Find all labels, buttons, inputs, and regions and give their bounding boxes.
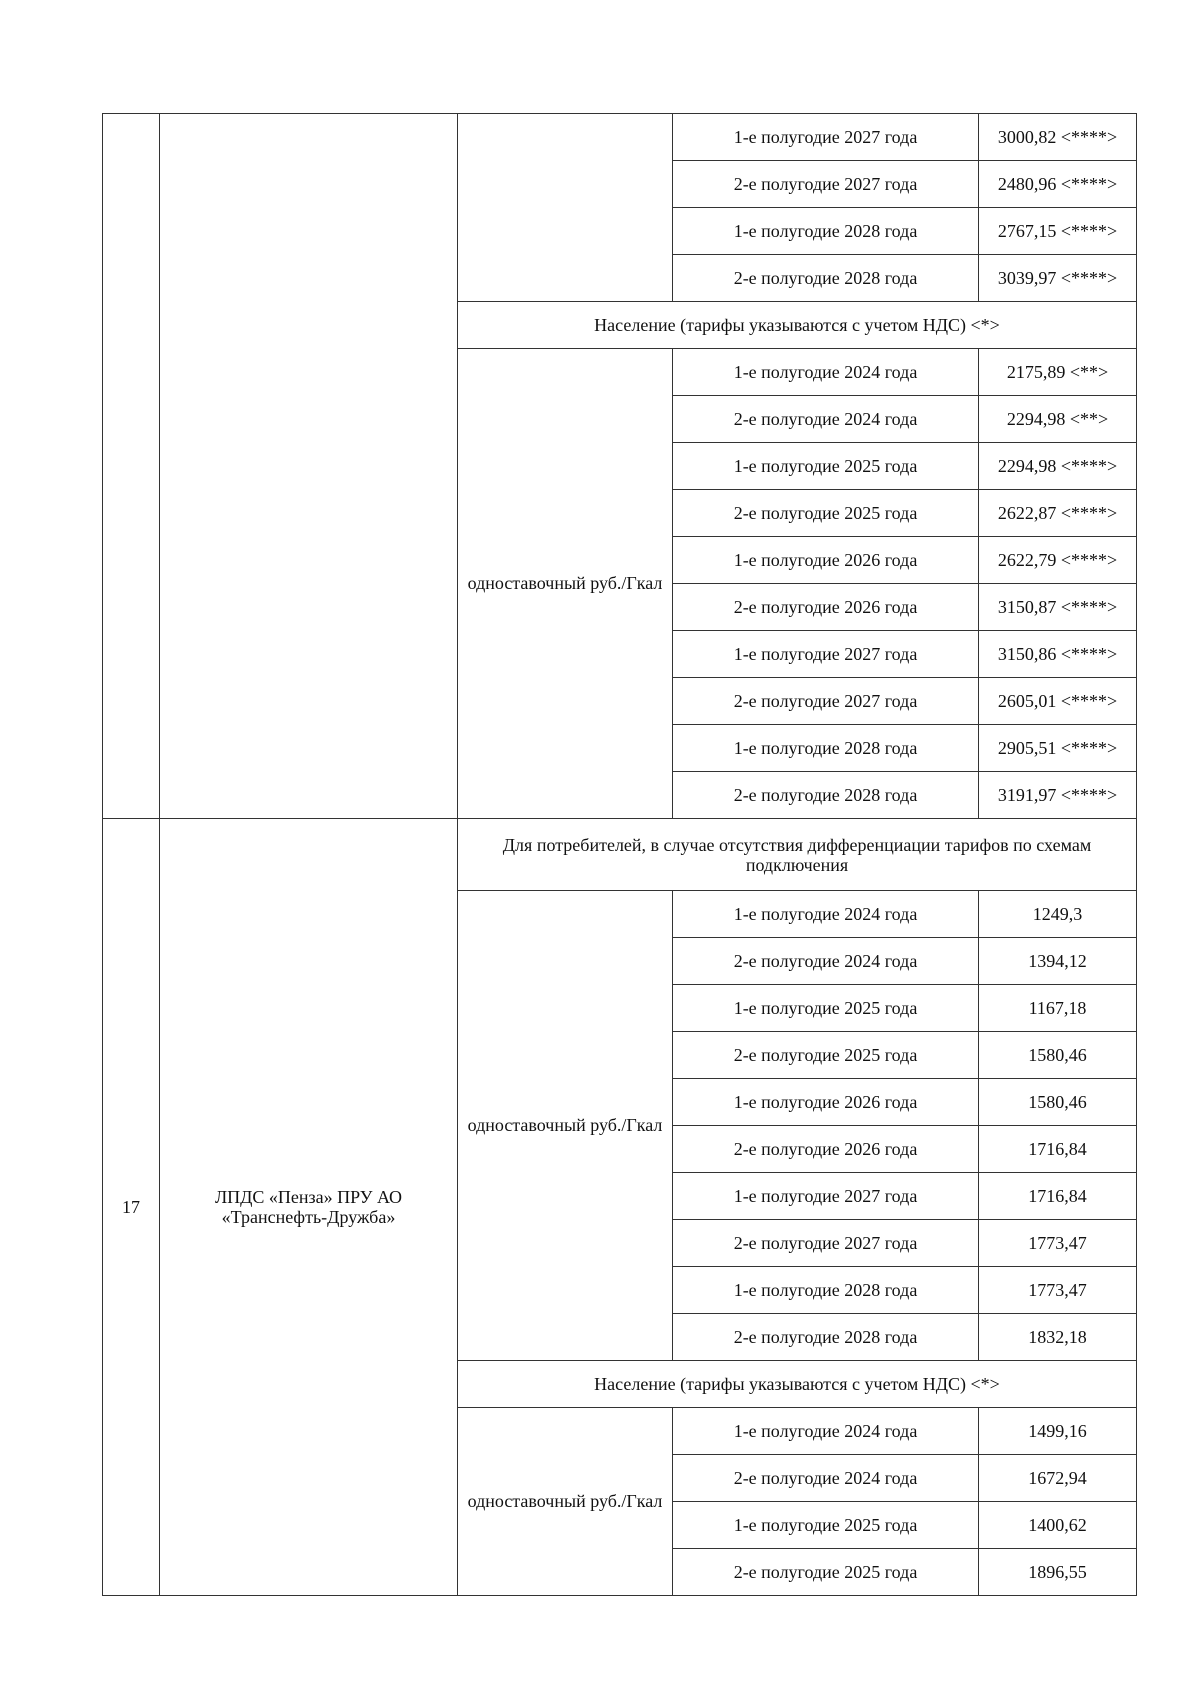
period-cell: 1-е полугодие 2026 года: [673, 1079, 979, 1126]
value-cell: 1394,12: [979, 938, 1137, 985]
value-cell: 3150,87 <****>: [979, 584, 1137, 631]
section-header: Для потребителей, в случае отсутствия дифференциации тарифов по схемам подключения: [458, 819, 1137, 891]
period-cell: 1-е полугодие 2028 года: [673, 208, 979, 255]
section-header: Население (тарифы указываются с учетом НДС) <*>: [458, 302, 1137, 349]
period-cell: 2-е полугодие 2028 года: [673, 1314, 979, 1361]
value-cell: 1249,3: [979, 891, 1137, 938]
value-cell: 2622,87 <****>: [979, 490, 1137, 537]
value-cell: 2622,79 <****>: [979, 537, 1137, 584]
period-cell: 2-е полугодие 2025 года: [673, 1549, 979, 1596]
period-cell: 2-е полугодие 2025 года: [673, 490, 979, 537]
value-cell: 1896,55: [979, 1549, 1137, 1596]
rate-type-cell: одноставочный руб./Гкал: [458, 891, 673, 1361]
period-cell: 1-е полугодие 2024 года: [673, 349, 979, 396]
value-cell: 3039,97 <****>: [979, 255, 1137, 302]
period-cell: 2-е полугодие 2028 года: [673, 772, 979, 819]
period-cell: 1-е полугодие 2027 года: [673, 114, 979, 161]
period-cell: 2-е полугодие 2024 года: [673, 938, 979, 985]
value-cell: 3000,82 <****>: [979, 114, 1137, 161]
tariff-table: [102, 113, 1137, 1596]
value-cell: 1832,18: [979, 1314, 1137, 1361]
value-cell: 1716,84: [979, 1126, 1137, 1173]
organization-cell: ЛПДС «Пенза» ПРУ АО «Транснефть-Дружба»: [160, 819, 458, 1596]
row-number-cell: [103, 114, 160, 819]
period-cell: 2-е полугодие 2027 года: [673, 1220, 979, 1267]
value-cell: 1499,16: [979, 1408, 1137, 1455]
period-cell: 2-е полугодие 2024 года: [673, 1455, 979, 1502]
value-cell: 1400,62: [979, 1502, 1137, 1549]
table-row: [103, 114, 1137, 161]
period-cell: 2-е полугодие 2026 года: [673, 584, 979, 631]
row-number-cell: 17: [103, 819, 160, 1596]
period-cell: 1-е полугодие 2027 года: [673, 631, 979, 678]
value-cell: 2480,96 <****>: [979, 161, 1137, 208]
value-cell: 1773,47: [979, 1220, 1137, 1267]
organization-cell: [160, 114, 458, 819]
period-cell: 1-е полугодие 2026 года: [673, 537, 979, 584]
period-cell: 2-е полугодие 2026 года: [673, 1126, 979, 1173]
value-cell: 2294,98 <**>: [979, 396, 1137, 443]
value-cell: 2175,89 <**>: [979, 349, 1137, 396]
period-cell: 1-е полугодие 2025 года: [673, 443, 979, 490]
value-cell: 3191,97 <****>: [979, 772, 1137, 819]
value-cell: 1580,46: [979, 1032, 1137, 1079]
rate-type-cell: одноставочный руб./Гкал: [458, 349, 673, 819]
value-cell: 1773,47: [979, 1267, 1137, 1314]
period-cell: 1-е полугодие 2025 года: [673, 1502, 979, 1549]
value-cell: 2767,15 <****>: [979, 208, 1137, 255]
rate-type-cell: [458, 114, 673, 302]
period-cell: 2-е полугодие 2027 года: [673, 161, 979, 208]
period-cell: 1-е полугодие 2024 года: [673, 1408, 979, 1455]
period-cell: 2-е полугодие 2025 года: [673, 1032, 979, 1079]
period-cell: 1-е полугодие 2028 года: [673, 1267, 979, 1314]
value-cell: 1580,46: [979, 1079, 1137, 1126]
value-cell: 2605,01 <****>: [979, 678, 1137, 725]
value-cell: 1672,94: [979, 1455, 1137, 1502]
period-cell: 1-е полугодие 2025 года: [673, 985, 979, 1032]
period-cell: 1-е полугодие 2027 года: [673, 1173, 979, 1220]
period-cell: 2-е полугодие 2024 года: [673, 396, 979, 443]
period-cell: 2-е полугодие 2027 года: [673, 678, 979, 725]
period-cell: 2-е полугодие 2028 года: [673, 255, 979, 302]
value-cell: 2905,51 <****>: [979, 725, 1137, 772]
period-cell: 1-е полугодие 2024 года: [673, 891, 979, 938]
value-cell: 3150,86 <****>: [979, 631, 1137, 678]
table-row: [103, 819, 1137, 891]
rate-type-cell: одноставочный руб./Гкал: [458, 1408, 673, 1596]
period-cell: 1-е полугодие 2028 года: [673, 725, 979, 772]
value-cell: 1167,18: [979, 985, 1137, 1032]
value-cell: 1716,84: [979, 1173, 1137, 1220]
section-header: Население (тарифы указываются с учетом НДС) <*>: [458, 1361, 1137, 1408]
value-cell: 2294,98 <****>: [979, 443, 1137, 490]
